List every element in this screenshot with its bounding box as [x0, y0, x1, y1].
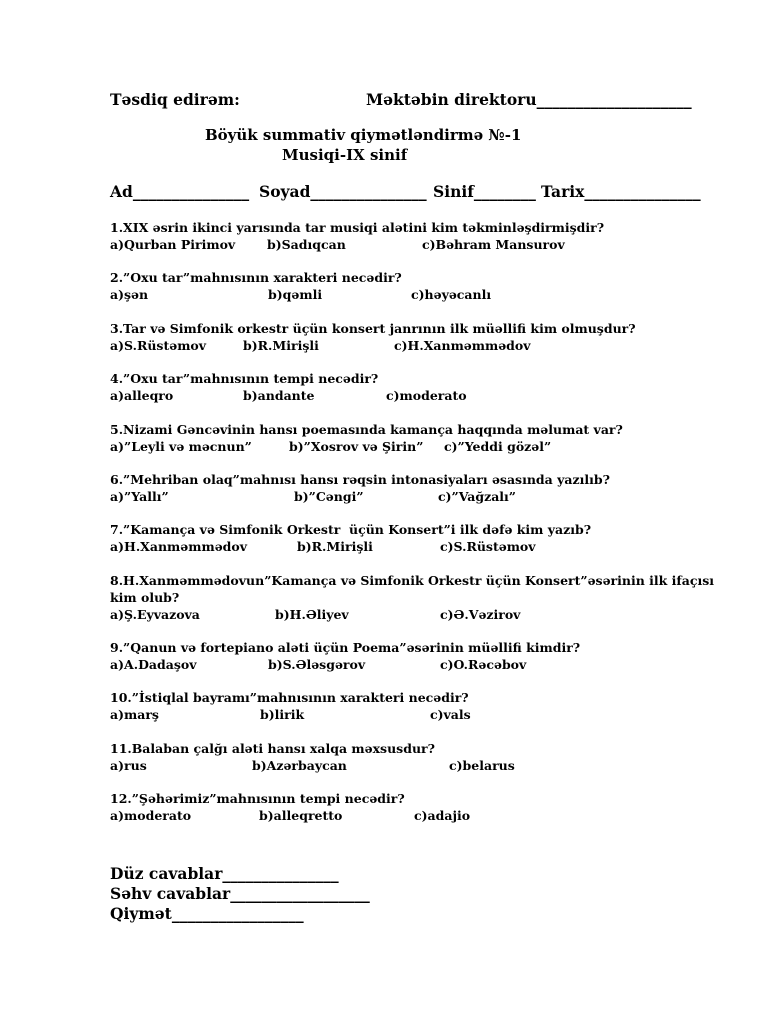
- class-field: Sinif________: [433, 182, 536, 201]
- option-b: b)”Xosrov və Şirin”: [289, 439, 424, 454]
- option-c: c)vals: [430, 707, 471, 722]
- question-text: 4.”Oxu tar”mahnısının tempi necədir?: [110, 371, 379, 386]
- option-a: a)Ş.Eyvazova: [110, 607, 200, 622]
- option-b: b)Sadıqcan: [267, 237, 346, 252]
- option-b: b)lirik: [260, 707, 305, 722]
- option-a: a)Qurban Pirimov: [110, 237, 236, 252]
- question-text: 9.”Qanun və fortepiano aləti üçün Poema”əsərinin müəllifi kimdir?: [110, 640, 581, 655]
- option-a: a)moderato: [110, 808, 192, 823]
- option-c: c)həyəcanlı: [411, 287, 492, 302]
- wrong-answers-field: Səhv cavablar__________________: [110, 884, 370, 903]
- option-b: b)qəmli: [268, 287, 323, 302]
- option-c: c)moderato: [386, 388, 467, 403]
- option-a: a)A.Dadaşov: [110, 657, 197, 672]
- option-c: c)”Vağzalı”: [438, 489, 516, 504]
- page-title: Böyük summativ qiymətləndirmə №-1: [205, 126, 522, 144]
- option-b: b)R.Mirişli: [243, 338, 319, 353]
- question-text: 2.”Oxu tar”mahnısının xarakteri necədir?: [110, 270, 402, 285]
- option-c: c)adajio: [414, 808, 471, 823]
- option-b: b)Azərbaycan: [252, 758, 347, 773]
- correct-answers-field: Düz cavablar_______________: [110, 864, 339, 883]
- option-a: a)S.Rüstəmov: [110, 338, 207, 353]
- option-c: c)S.Rüstəmov: [440, 539, 536, 554]
- option-b: b)alleqretto: [259, 808, 343, 823]
- option-c: c)Ə.Vəzirov: [440, 607, 521, 622]
- option-b: b)R.Mirişli: [297, 539, 373, 554]
- option-a: a)rus: [110, 758, 147, 773]
- date-field: Tarix_______________: [541, 182, 701, 201]
- approval-label: Təsdiq edirəm:: [110, 90, 240, 109]
- question-text: 11.Balaban çalğı aləti hansı xalqa məxsusdur?: [110, 741, 435, 756]
- option-a: a)”Yallı”: [110, 489, 169, 504]
- page-subtitle: Musiqi-IX sinif: [282, 146, 408, 164]
- question-text: 5.Nizami Gəncəvinin hansı poemasında kamança haqqında məlumat var?: [110, 422, 623, 437]
- option-c: c)Bəhram Mansurov: [422, 237, 565, 252]
- question-text: 1.XIX əsrin ikinci yarısında tar musiqi alətini kim təkminləşdirmişdir?: [110, 220, 605, 235]
- option-a: a)alleqro: [110, 388, 174, 403]
- question-text: 6.”Mehriban olaq”mahnısı hansı rəqsin intonasiyaları əsasında yazılıb?: [110, 472, 610, 487]
- option-c: c)”Yeddi gözəl”: [444, 439, 552, 454]
- option-b: b)H.Əliyev: [275, 607, 349, 622]
- option-c: c)H.Xanməmmədov: [394, 338, 531, 353]
- option-c: c)O.Rəcəbov: [440, 657, 527, 672]
- option-b: b)andante: [243, 388, 315, 403]
- grade-field: Qiymət_________________: [110, 904, 304, 923]
- option-b: b)S.Ələsgərov: [268, 657, 366, 672]
- question-text: 10.”İstiqlal bayramı”mahnısının xarakteri necədir?: [110, 690, 469, 705]
- surname-field: Soyad_______________: [259, 182, 427, 201]
- option-a: a)marş: [110, 707, 159, 722]
- option-a: a)”Leyli və məcnun”: [110, 439, 252, 454]
- name-field: Ad_______________: [110, 182, 250, 201]
- option-a: a)şən: [110, 287, 149, 302]
- option-c: c)belarus: [449, 758, 515, 773]
- question-text: 7.”Kamança və Simfonik Orkestr üçün Konsert”i ilk dəfə kim yazıb?: [110, 522, 592, 537]
- question-text: 12.”Şəhərimiz”mahnısının tempi necədir?: [110, 791, 405, 806]
- question-text: 3.Tar və Simfonik orkestr üçün konsert janrının ilk müəllifi kim olmuşdur?: [110, 321, 636, 336]
- option-b: b)”Cəngi”: [294, 489, 364, 504]
- option-a: a)H.Xanməmmədov: [110, 539, 247, 554]
- question-text-continued: kim olub?: [110, 590, 180, 605]
- question-text: 8.H.Xanməmmədovun”Kamança və Simfonik Orkestr üçün Konsert”əsərinin ilk ifaçısı: [110, 573, 715, 588]
- director-signature-line: Məktəbin direktoru____________________: [366, 90, 692, 109]
